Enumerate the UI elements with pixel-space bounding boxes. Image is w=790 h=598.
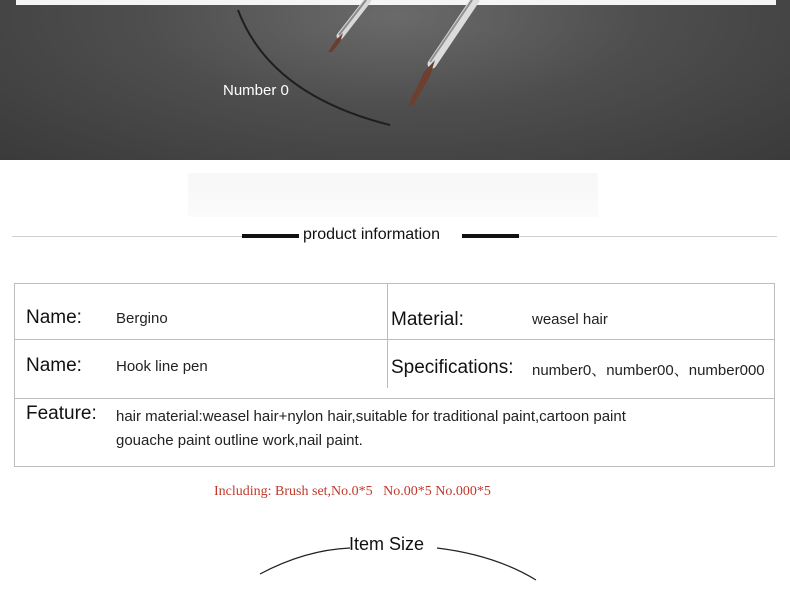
section-title-product-information [0, 226, 790, 246]
divider-right-thick [462, 234, 519, 238]
item-size-title: Item Size [349, 534, 425, 554]
feature-text [116, 405, 626, 453]
feature-line-2: gouache paint outline work,nail paint. [116, 432, 363, 449]
brush-size-caption: Number 0 [223, 82, 289, 99]
column-divider [387, 284, 388, 388]
feature-label: Feature: [26, 403, 97, 424]
divider-left-thin [12, 236, 242, 237]
divider-left-thick [242, 234, 299, 238]
brush-photo-illustration [0, 0, 790, 160]
specifications-value: number0、number00、number000 [532, 362, 765, 379]
product-spec-table [14, 283, 775, 467]
row-divider [15, 398, 774, 399]
divider-right-thin [519, 236, 777, 237]
package-contents-note: Including: Brush set,No.0*5 No.00*5 No.000*5 [214, 484, 491, 499]
product-name-value: Hook line pen [116, 358, 208, 375]
material-label: Material: [391, 309, 464, 330]
brush-right [408, 0, 475, 106]
brush-left [328, 0, 368, 52]
brand-value: Bergino [116, 310, 168, 327]
material-value: weasel hair [532, 311, 608, 328]
product-photo-banner [0, 0, 790, 160]
faded-banner-bar [188, 173, 598, 217]
row-divider [15, 339, 774, 340]
name-label-2: Name: [26, 355, 82, 376]
specifications-label: Specifications: [391, 357, 514, 378]
feature-line-1: hair material:weasel hair+nylon hair,suitable for traditional paint,cartoon paint [116, 408, 626, 425]
brush-shadow-curve [238, 10, 390, 125]
section-title-label: product information [303, 226, 440, 243]
name-label: Name: [26, 307, 82, 328]
